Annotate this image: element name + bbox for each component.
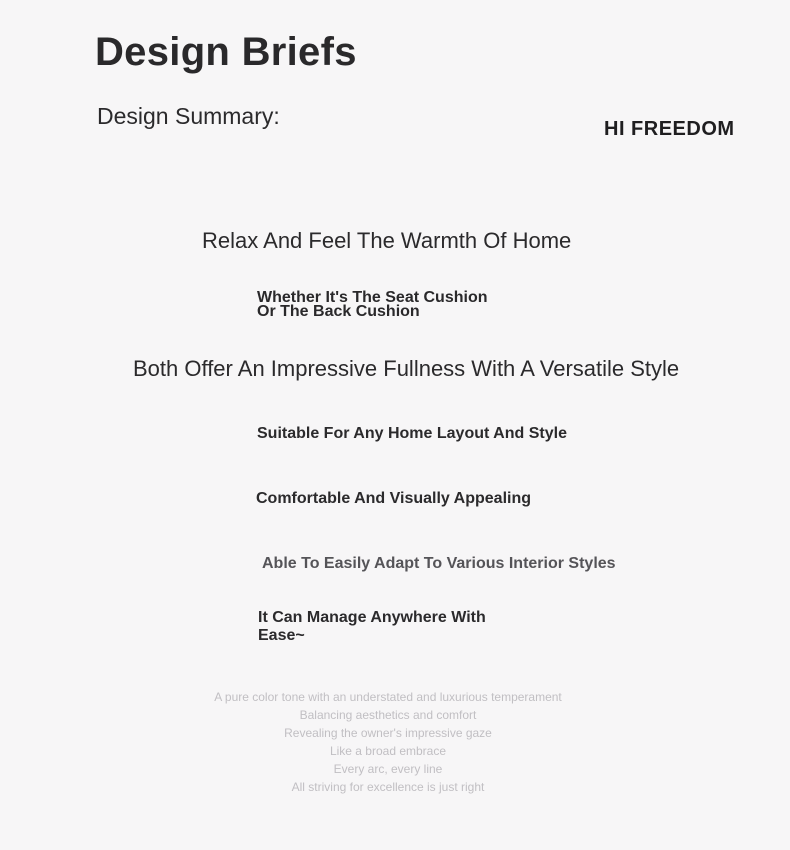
poem-line: Every arc, every line	[333, 762, 443, 776]
poem-line: Revealing the owner's impressive gaze	[284, 726, 492, 740]
poem-line: All striving for excellence is just right	[291, 780, 485, 794]
point-comfortable: Comfortable And Visually Appealing	[256, 490, 531, 507]
cushion-text	[257, 291, 488, 319]
poem-line: Like a broad embrace	[329, 744, 447, 758]
point-anywhere: It Can Manage Anywhere With Ease~	[258, 609, 486, 644]
design-summary-label: Design Summary:	[97, 103, 280, 129]
headline-fullness: Both Offer An Impressive Fullness With A Versatile Style	[133, 356, 680, 381]
page-title: Design Briefs	[95, 30, 357, 74]
point-adapt: Able To Easily Adapt To Various Interior Styles	[262, 555, 616, 572]
poem-line: Balancing aesthetics and comfort	[299, 708, 477, 722]
headline-warmth: Relax And Feel The Warmth Of Home	[202, 228, 572, 253]
cushion-line-1: Whether It's The Seat Cushion	[257, 289, 488, 306]
brand-logo-text: HI FREEDOM	[604, 118, 735, 140]
cushion-line-2: Or The Back Cushion	[257, 303, 420, 320]
poem-line: A pure color tone with an understated and luxurious temperament	[214, 690, 562, 704]
point-layout: Suitable For Any Home Layout And Style	[257, 425, 567, 442]
poem-block	[188, 688, 588, 796]
